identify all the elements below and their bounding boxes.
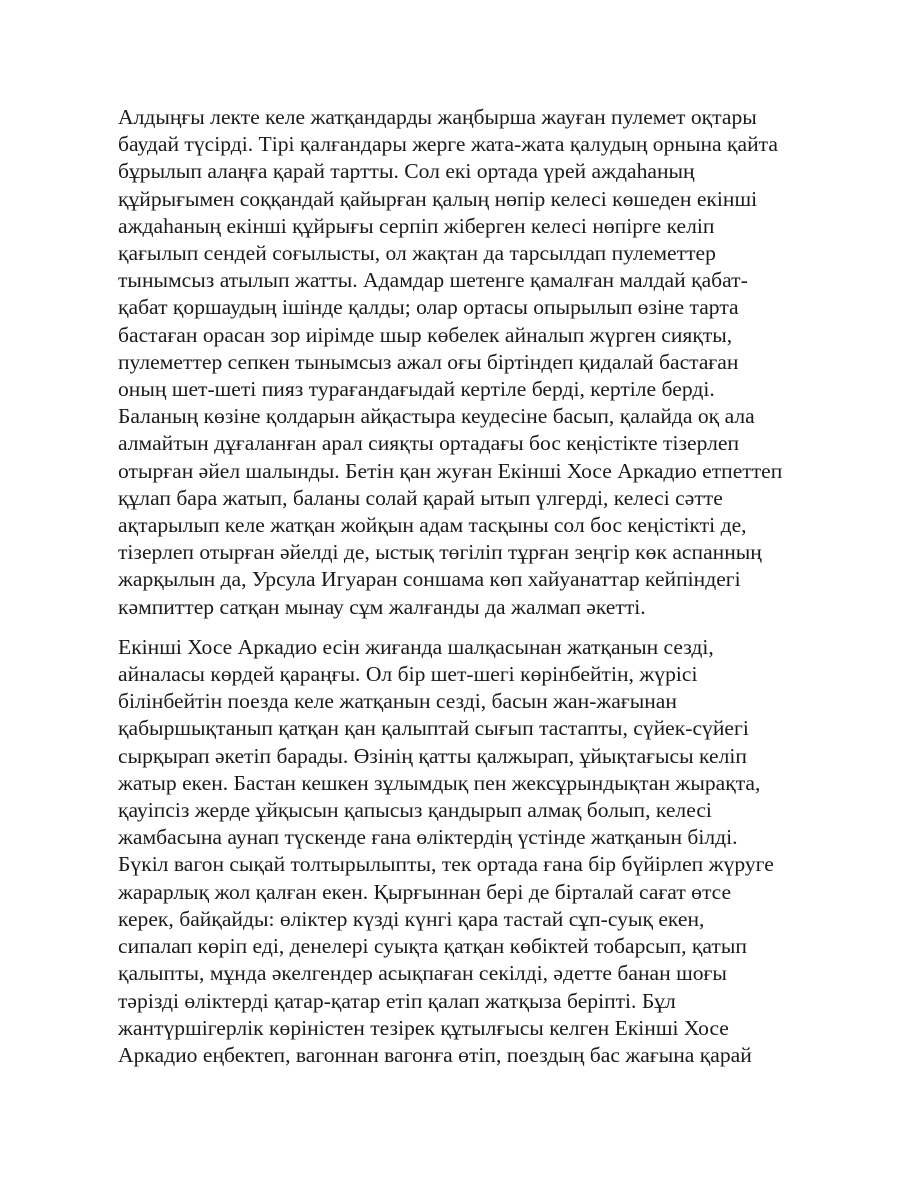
- text-line: білінбейтін поезда келе жатқанын сезді, басын жан-жағынан: [118, 689, 677, 714]
- text-line: қабыршықтанып қатқан қан қалыптай сығып тастапты, сүйек-сүйегі: [118, 716, 749, 741]
- paragraph-1: [118, 104, 818, 621]
- text-line: құлап бара жатып, баланы солай қарай ытып үлгерді, келесі сәтте: [118, 485, 723, 510]
- text-line: ақтарылып келе жатқан жойқын адам тасқыны сол бос кеңістікті де,: [118, 513, 747, 538]
- text-line: сипалап көріп еді, денелері суықта қатқан көбіктей тобарсып, қатып: [118, 934, 747, 959]
- text-line: Екінші Хосе Аркадио есін жиғанда шалқасынан жатқанын сезді,: [118, 634, 714, 659]
- document-page: [118, 104, 818, 1069]
- text-line: бұрылып алаңға қарай тартты. Сол екі ортада үрей аждаһаның: [118, 159, 695, 184]
- text-line: қабат қоршаудың ішінде қалды; олар ортасы опырылып өзіне тарта: [118, 295, 739, 320]
- paragraph-2: [118, 634, 818, 1069]
- text-line: жамбасына аунап түскенде ғана өліктердің үстінде жатқанын білді.: [118, 825, 738, 850]
- text-line: баудай түсірді. Тірі қалғандары жерге жата-жата қалудың орнына қайта: [118, 132, 778, 157]
- text-line: кәмпиттер сатқан мынау сұм жалғанды да жалмап әкетті.: [118, 594, 646, 619]
- text-line: алмайтын дұғаланған арал сияқты ортадағы бос кеңістікте тізерлеп: [118, 431, 740, 456]
- text-line: аждаһаның екінші құйрығы серпіп жіберген келесі нөпірге келіп: [118, 213, 715, 238]
- text-line: жарқылын да, Урсула Игуаран соншама көп хайуанаттар кейпіндегі: [118, 567, 741, 592]
- text-line: Аркадио еңбектеп, вагоннан вагонға өтіп, поездың бас жағына қарай: [118, 1042, 752, 1067]
- text-line: Бүкіл вагон сықай толтырылыпты, тек ортада ғана бір бүйірлеп жүруге: [118, 852, 774, 877]
- text-line: тізерлеп отырған әйелді де, ыстық төгіліп тұрған зеңгір көк аспанның: [118, 540, 762, 565]
- text-line: айналасы көрдей қараңғы. Ол бір шет-шегі көрінбейтін, жүрісі: [118, 662, 698, 687]
- text-line: оның шет-шеті пияз турағандағыдай кертіле берді, кертіле берді.: [118, 377, 715, 402]
- text-line: Баланың көзіне қолдарын айқастыра кеудесіне басып, қалайда оқ ала: [118, 404, 755, 429]
- text-line: бастаған орасан зор иірімде шыр көбелек айналып жүрген сияқты,: [118, 322, 733, 347]
- text-line: қауіпсіз жерде ұйқысын қапысыз қандырып алмақ болып, келесі: [118, 798, 712, 823]
- text-line: жантүршігерлік көріністен тезірек құтылғысы келген Екінші Хосе: [118, 1015, 729, 1040]
- text-line: Алдыңғы лекте келе жатқандарды жаңбырша жауған пулемет оқтары: [118, 105, 757, 129]
- text-line: отырған әйел шалынды. Бетін қан жуған Екінші Хосе Аркадио етпеттеп: [118, 458, 783, 483]
- text-line: қағылып сендей соғылысты, ол жақтан да тарсылдап пулеметтер: [118, 241, 716, 266]
- text-line: сырқырап әкетіп барады. Өзінің қатты қалжырап, ұйықтағысы келіп: [118, 743, 747, 768]
- text-line: тәрізді өліктерді қатар-қатар етіп қалап жатқыза беріпті. Бұл: [118, 988, 676, 1013]
- text-line: керек, байқайды: өліктер күзді күнгі қара тастай сұп-суық екен,: [118, 906, 705, 931]
- text-line: қалыпты, мұнда әкелгендер асықпаған секілді, әдетте банан шоғы: [118, 961, 727, 986]
- text-line: тынымсыз атылып жатты. Адамдар шетенге қамалған малдай қабат-: [118, 268, 748, 293]
- text-line: жатыр екен. Бастан кешкен зұлымдық пен жексұрындықтан жырақта,: [118, 770, 761, 795]
- text-line: жарарлық жол қалған екен. Қырғыннан бері де бірталай сағат өтсе: [118, 879, 732, 904]
- text-line: пулеметтер сепкен тынымсыз ажал оғы біртіндеп қидалай бастаған: [118, 349, 739, 374]
- text-line: құйрығымен соққандай қайырған қалың нөпір келесі көшеден екінші: [118, 186, 758, 211]
